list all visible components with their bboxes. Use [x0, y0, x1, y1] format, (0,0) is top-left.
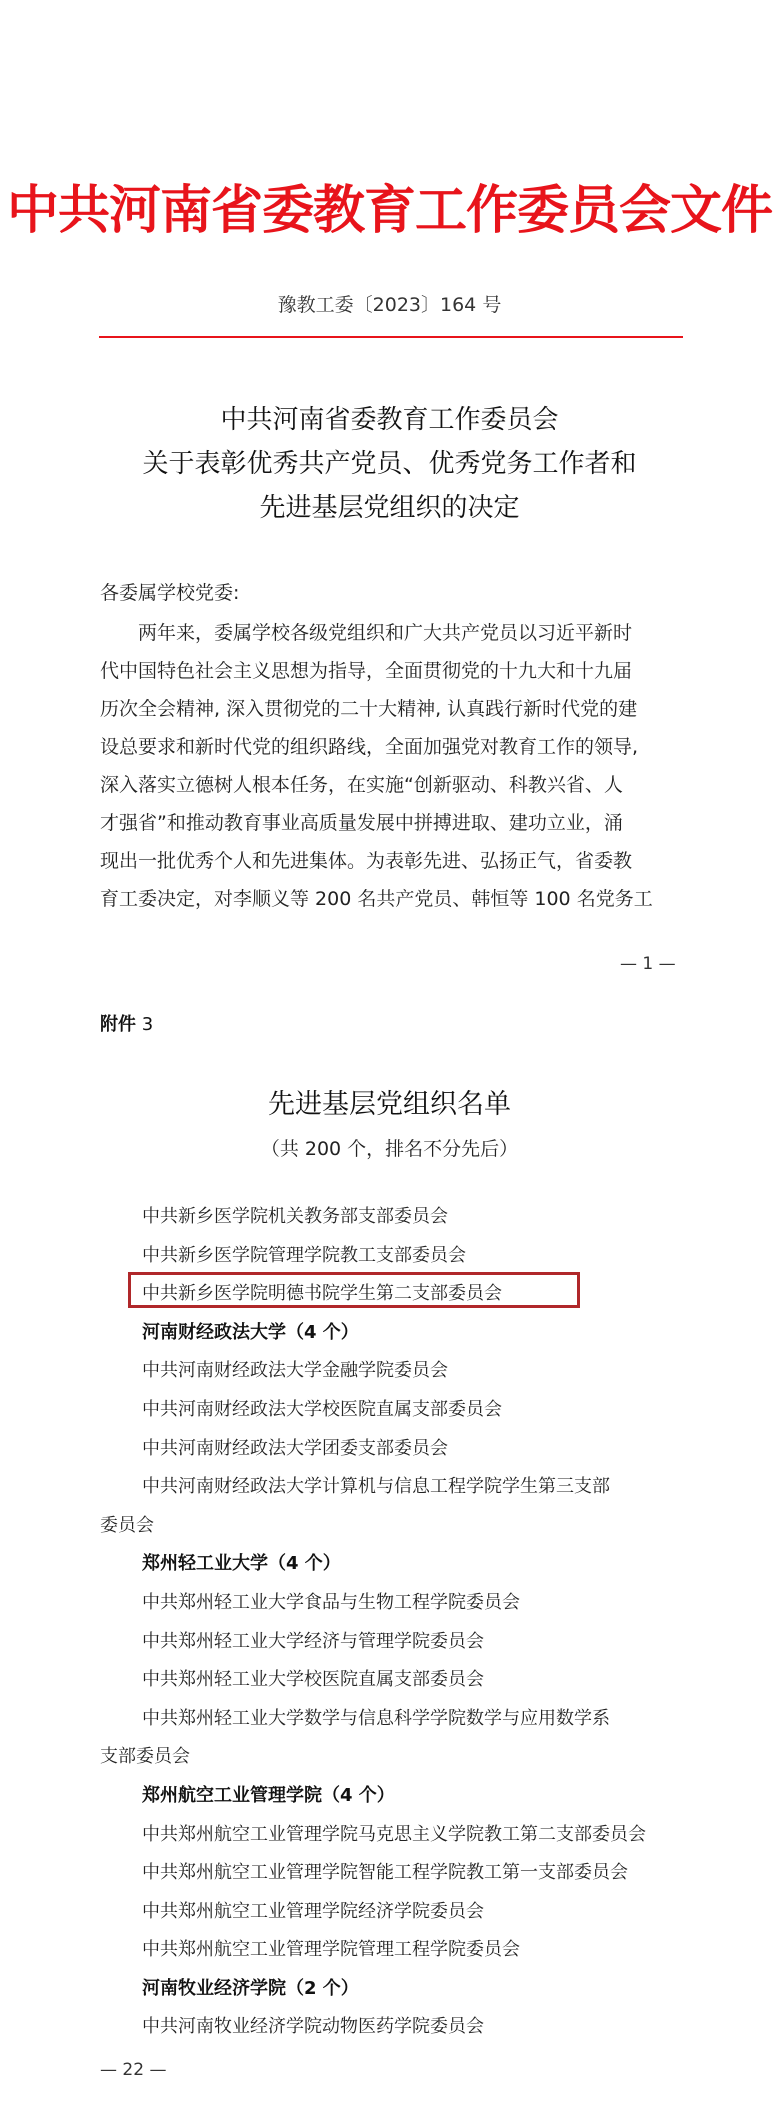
body-line: 育工委决定，对李顺义等 200 名共产党员、韩恒等 100 名党务工 — [100, 888, 653, 910]
list-item: 中共河南财经政法大学计算机与信息工程学院学生第三支部 — [142, 1476, 610, 1498]
school-heading: 河南牧业经济学院（2 个） — [142, 1977, 359, 1999]
page-number: — 22 — — [100, 2060, 167, 2080]
decision-title-line: 中共河南省委教育工作委员会 — [220, 405, 559, 435]
school-heading: 郑州航空工业管理学院（4 个） — [142, 1784, 395, 1806]
list-item: 支部委员会 — [100, 1746, 190, 1768]
decision-title-line: 先进基层党组织的决定 — [259, 493, 520, 523]
organization-list — [100, 1198, 700, 2047]
body-line: 设总要求和新时代党的组织路线，全面加强党对教育工作的领导, — [100, 736, 639, 758]
attachment-label — [100, 1010, 153, 1036]
attachment-label-text: 附件 — [100, 1014, 136, 1035]
document-header-title: 中共河南省委教育工作委员会文件 — [6, 181, 772, 241]
list-item: 中共郑州轻工业大学经济与管理学院委员会 — [142, 1630, 484, 1652]
list-item: 中共郑州航空工业管理学院管理工程学院委员会 — [142, 1939, 520, 1961]
highlight-box — [128, 1272, 580, 1308]
list-item: 中共河南财经政法大学校医院直属支部委员会 — [142, 1398, 502, 1420]
list-item: 中共河南财经政法大学金融学院委员会 — [142, 1360, 448, 1382]
list-item: 中共郑州轻工业大学校医院直属支部委员会 — [142, 1669, 484, 1691]
list-title: 先进基层党组织名单 — [268, 1089, 511, 1120]
body-line: 两年来，委属学校各级党组织和广大共产党员以习近平新时 — [100, 622, 633, 644]
decision-title-line: 关于表彰优秀共产党员、优秀党务工作者和 — [142, 449, 637, 479]
decision-body — [100, 614, 694, 918]
attachment-number: 3 — [141, 1014, 154, 1035]
addressee: 各委属学校党委: — [100, 582, 240, 604]
list-item: 中共新乡医学院管理学院教工支部委员会 — [142, 1244, 466, 1266]
list-subtitle: （共 200 个，排名不分先后） — [260, 1138, 519, 1160]
list-item: 中共郑州航空工业管理学院马克思主义学院教工第二支部委员会 — [142, 1823, 646, 1845]
list-item: 中共郑州轻工业大学数学与信息科学学院数学与应用数学系 — [142, 1707, 610, 1729]
body-line: 代中国特色社会主义思想为指导，全面贯彻党的十九大和十九届 — [100, 660, 633, 682]
list-item: 中共郑州航空工业管理学院经济学院委员会 — [142, 1900, 484, 1922]
school-heading: 郑州轻工业大学（4 个） — [142, 1553, 341, 1575]
list-item: 中共河南财经政法大学团委支部委员会 — [142, 1437, 448, 1459]
body-line: 才强省”和推动教育事业高质量发展中拼搏进取、建功立业，涌 — [100, 812, 623, 834]
red-divider-line — [99, 336, 683, 338]
list-item: 中共新乡医学院机关教务部支部委员会 — [142, 1206, 448, 1227]
body-line: 历次全会精神, 深入贯彻党的二十大精神, 认真践行新时代党的建 — [100, 698, 638, 720]
decision-title — [0, 398, 779, 530]
list-item: 委员会 — [100, 1514, 154, 1536]
list-item: 中共郑州航空工业管理学院智能工程学院教工第一支部委员会 — [142, 1862, 628, 1884]
page-number: — 1 — — [620, 954, 676, 974]
list-item: 中共郑州轻工业大学食品与生物工程学院委员会 — [142, 1591, 520, 1613]
body-line: 深入落实立德树人根本任务，在实施“创新驱动、科教兴省、人 — [100, 774, 623, 796]
school-heading: 河南财经政法大学（4 个） — [142, 1321, 359, 1343]
document-number: 豫教工委〔2023〕164 号 — [277, 294, 502, 316]
list-item: 中共河南牧业经济学院动物医药学院委员会 — [142, 2016, 484, 2038]
body-line: 现出一批优秀个人和先进集体。为表彰先进、弘扬正气，省委教 — [100, 850, 633, 872]
highlighted-list-item: 中共新乡医学院明德书院学生第二支部委员会 — [142, 1283, 502, 1305]
